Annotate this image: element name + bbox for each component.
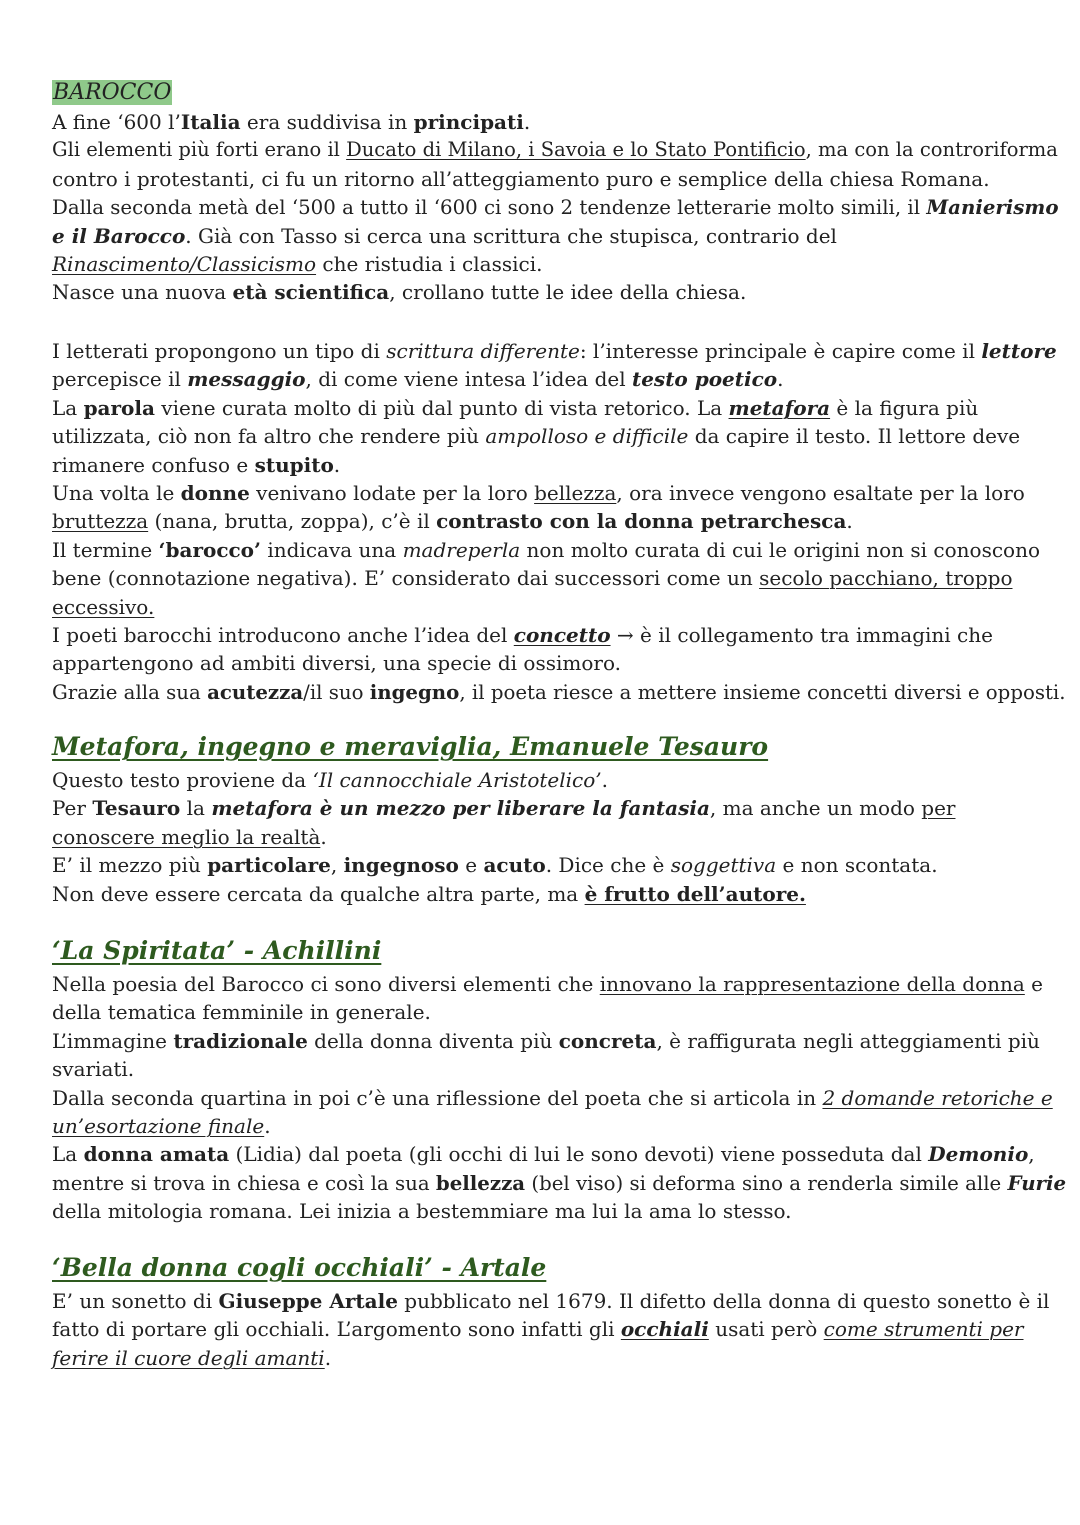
paragraph-line: Una volta le donne venivano lodate per la loro bellezza, ora invece vengono esaltate per la loro: [52, 480, 1025, 505]
paragraph-line: bruttezza (nana, brutta, zoppa), c’è il contrasto con la donna petrarchesca.: [52, 509, 853, 534]
paragraph-line: Nasce una nuova età scientifica, crollano tutte le idee della chiesa.: [52, 280, 747, 305]
paragraph-line: eccessivo.: [52, 594, 155, 619]
paragraph-line: fatto di portare gli occhiali. L’argomento sono infatti gli occhiali usati però come strumenti per: [52, 1317, 1024, 1342]
paragraph-line: La parola viene curata molto di più dal punto di vista retorico. La metafora è la figura più: [52, 395, 979, 420]
paragraph-line: e il Barocco. Già con Tasso si cerca una scrittura che stupisca, contrario del: [52, 223, 837, 248]
paragraph-line: Dalla seconda metà del ‘500 a tutto il ‘600 ci sono 2 tendenze letterarie molto simili, il Manierismo: [52, 195, 1059, 220]
paragraph-line: svariati.: [52, 1057, 135, 1082]
section-tesauro: [52, 766, 1042, 908]
paragraph-line: rimanere confuso e stupito.: [52, 452, 341, 477]
section-barocco-continued: [52, 337, 1066, 706]
section-barocco: [52, 78, 1059, 307]
paragraph-line: Il termine ‘barocco’ indicava una madreperla non molto curata di cui le origini non si conoscono: [52, 537, 1041, 562]
paragraph-line: Gli elementi più forti erano il Ducato di Milano, i Savoia e lo Stato Pontificio, ma con la controriforma: [52, 138, 1058, 162]
paragraph-line: Nella poesia del Barocco ci sono diversi elementi che innovano la rappresentazione della donna e: [52, 972, 1044, 996]
paragraph-line: I poeti barocchi introducono anche l’idea del concetto → è il collegamento tra immagini che: [52, 622, 993, 647]
paragraph-line: Non deve essere cercata da qualche altra parte, ma è frutto dell’autore.: [52, 881, 806, 906]
section-title-tesauro: Metafora, ingegno e meraviglia, Emanuele Tesauro: [52, 732, 769, 761]
paragraph-line: A fine ‘600 l’Italia era suddivisa in principati.: [52, 110, 531, 134]
paragraph-line: della tematica femminile in generale.: [52, 1000, 431, 1025]
section-achillini: [52, 970, 1067, 1226]
paragraph-line: percepisce il messaggio, di come viene intesa l’idea del testo poetico.: [52, 367, 784, 392]
paragraph-line: E’ un sonetto di Giuseppe Artale pubblicato nel 1679. Il difetto della donna di questo sonetto è il: [52, 1289, 1050, 1313]
paragraph-line: mentre si trova in chiesa e così la sua bellezza (bel viso) si deforma sino a renderla simile alle Furie: [52, 1170, 1067, 1195]
paragraph-line: Questo testo proviene da ‘Il cannocchiale Aristotelico’.: [52, 768, 608, 792]
paragraph-line: I letterati propongono un tipo di scrittura differente: l’interesse principale è capire come il lettore: [52, 339, 1057, 363]
paragraph-line: ferire il cuore degli amanti.: [52, 1345, 332, 1370]
paragraph-line: L’immagine tradizionale della donna diventa più concreta, è raffigurata negli atteggiamenti più: [52, 1028, 1040, 1053]
paragraph-line: contro i protestanti, ci fu un ritorno all’atteggiamento puro e semplice della chiesa Romana.: [52, 166, 990, 191]
paragraph-line: Rinascimento/Classicismo che ristudia i classici.: [52, 251, 543, 276]
section-artale: [52, 1287, 1050, 1372]
paragraph-line: Grazie alla sua acutezza/il suo ingegno, il poeta riesce a mettere insieme concetti diversi e opposti.: [52, 679, 1066, 704]
section-title-barocco: BAROCCO: [53, 80, 172, 105]
paragraph-line: un’esortazione finale.: [52, 1113, 271, 1138]
paragraph-line: La donna amata (Lidia) dal poeta (gli occhi di lui le sono devoti) viene posseduta dal Demonio,: [52, 1142, 1035, 1167]
paragraph-line: conoscere meglio la realtà.: [52, 824, 327, 849]
paragraph-line: appartengono ad ambiti diversi, una specie di ossimoro.: [52, 651, 621, 676]
paragraph-line: della mitologia romana. Lei inizia a bestemmiare ma lui la ama lo stesso.: [52, 1199, 792, 1224]
paragraph-line: E’ il mezzo più particolare, ingegnoso e acuto. Dice che è soggettiva e non scontata.: [52, 853, 938, 878]
paragraph-line: Per Tesauro la metafora è un mezzo per liberare la fantasia, ma anche un modo per: [52, 796, 956, 821]
section-title-artale: ‘Bella donna cogli occhiali’ - Artale: [52, 1253, 547, 1282]
paragraph-line: bene (connotazione negativa). E’ considerato dai successori come un secolo pacchiano, troppo: [52, 566, 1013, 591]
paragraph-line: utilizzata, ciò non fa altro che rendere più ampolloso e difficile da capire il testo. Il lettore deve: [52, 424, 1021, 449]
paragraph-line: Dalla seconda quartina in poi c’è una riflessione del poeta che si articola in 2 domande retoriche e: [52, 1085, 1053, 1110]
section-title-achillini: ‘La Spiritata’ - Achillini: [52, 936, 382, 965]
